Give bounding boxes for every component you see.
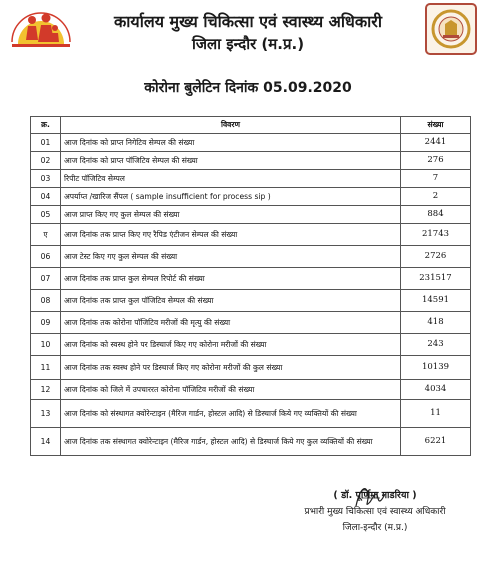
table-row [31,170,471,188]
signatory-district: जिला-इन्दौर (म.प्र.) [342,523,408,533]
row-description: आज प्राप्त किए गए कुल सेम्पल की संख्या [61,206,401,224]
signatory-name: ( डॉ. पूर्णिमा गाडरिया ) [333,490,417,501]
row-serial: ए [31,224,61,246]
row-count: 2441 [401,134,471,152]
row-description: अपर्याप्त /खारिज सैंपल ( sample insufficient for process sip ) [61,188,401,206]
row-description: आज दिनांक को जिले में उपचाररत कोरोना पॉजिटिव मरीजों की संख्या [61,380,401,400]
column-header-serial: क्र. [31,117,61,134]
row-serial: 07 [31,268,61,290]
table-row [31,134,471,152]
row-count: 14591 [401,290,471,312]
district-title: जिला इन्दौर (म.प्र.) [191,35,305,53]
column-header-description: विवरण [61,117,401,134]
row-count: 6221 [401,428,471,456]
table-row [31,428,471,456]
row-count: 884 [401,206,471,224]
row-serial: 14 [31,428,61,456]
row-count: 231517 [401,268,471,290]
table-row [31,206,471,224]
row-count: 10139 [401,356,471,380]
row-serial: 02 [31,152,61,170]
row-description: आज दिनांक को संस्थागत क्वोरेन्टाइन (मैरिज गार्डन, होस्टल आदि) से डिस्चार्ज किये गए व्यक्तियों की संख्या [61,400,401,428]
row-description: आज दिनांक तक प्राप्त किए गए रैपिड एंटीजन सेम्पल की संख्या [61,224,401,246]
row-serial: 06 [31,246,61,268]
row-description: आज दिनांक तक स्वस्थ होने पर डिस्चार्ज किए गए कोरोना मरीजों की कुल संख्या [61,356,401,380]
row-count: 21743 [401,224,471,246]
table-row [31,400,471,428]
table-row [31,188,471,206]
row-description: रिपीट पॉजिटिव सेम्पल [61,170,401,188]
row-count: 418 [401,312,471,334]
row-count: 11 [401,400,471,428]
row-description: आज टेस्ट किए गए कुल सेम्पल की संख्या [61,246,401,268]
table-row [31,290,471,312]
column-header-count: संख्या [401,117,471,134]
row-count: 4034 [401,380,471,400]
row-serial: 01 [31,134,61,152]
row-description: आज दिनांक तक संस्थागत क्वोरेन्टाइन (मैरिज गार्डन, होस्टल आदि) से डिस्चार्ज किये गए कुल व्यक्तियों की संख्या [61,428,401,456]
signatory-designation: प्रभारी मुख्य चिकित्सा एवं स्वास्थ्य अधिकारी [304,507,446,517]
row-count: 2 [401,188,471,206]
row-description: आज दिनांक को स्वस्थ होने पर डिस्चार्ज किए गए कोरोना मरीजों की संख्या [61,334,401,356]
row-description: आज दिनांक तक कोरोना पॉजिटिव मरीजों की मृत्यु की संख्या [61,312,401,334]
row-serial: 03 [31,170,61,188]
row-count: 243 [401,334,471,356]
row-description: आज दिनांक को प्राप्त पॉजिटिव सेम्पल की संख्या [61,152,401,170]
row-serial: 10 [31,334,61,356]
table-row [31,152,471,170]
table-row [31,312,471,334]
office-title: कार्यालय मुख्य चिकित्सा एवं स्वास्थ्य अधिकारी [113,12,382,31]
table-header-row [31,117,471,134]
row-count: 276 [401,152,471,170]
row-count: 2726 [401,246,471,268]
row-description: आज दिनांक को प्राप्त निगेटिव सेम्पल की संख्या [61,134,401,152]
bulletin-title: कोरोना बुलेटिन दिनांक 05.09.2020 [144,80,352,96]
row-description: आज दिनांक तक प्राप्त कुल पॉजिटिव सेम्पल की संख्या [61,290,401,312]
table-row [31,268,471,290]
table-row [31,246,471,268]
row-serial: 04 [31,188,61,206]
table-row [31,224,471,246]
table-row [31,356,471,380]
row-serial: 09 [31,312,61,334]
row-serial: 05 [31,206,61,224]
row-serial: 08 [31,290,61,312]
bulletin-table [30,116,471,456]
row-serial: 12 [31,380,61,400]
row-description: आज दिनांक तक प्राप्त कुल सेम्पल रिपोर्ट की संख्या [61,268,401,290]
table-row [31,380,471,400]
row-serial: 13 [31,400,61,428]
row-count: 7 [401,170,471,188]
signature-block [260,488,490,533]
row-serial: 11 [31,356,61,380]
table-row [31,334,471,356]
